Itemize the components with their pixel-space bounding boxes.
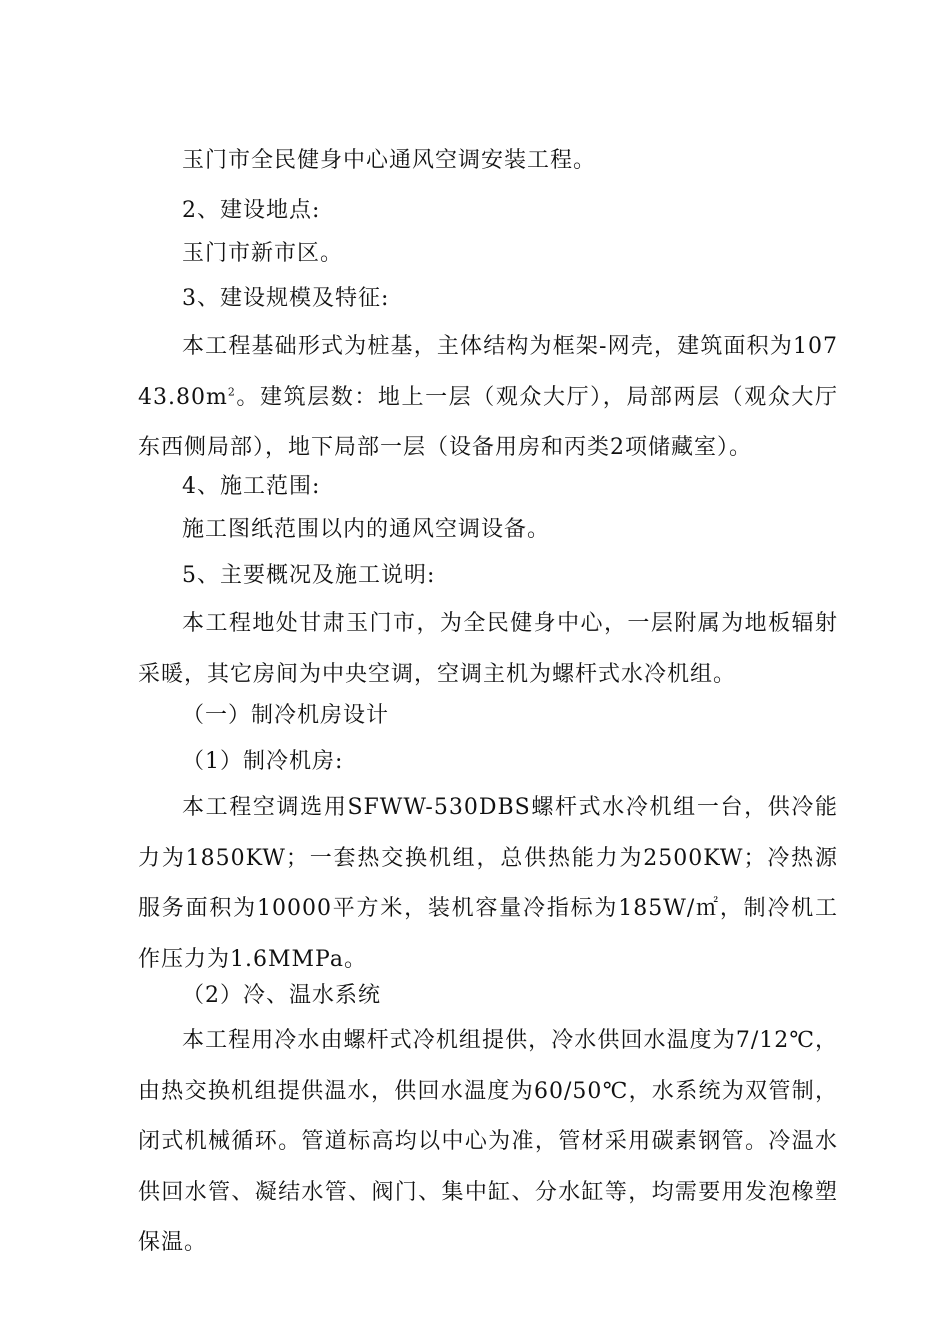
area-unit-superscript: 2 xyxy=(227,385,236,399)
refrigeration-room-text: 本工程空调选用SFWW-530DBS螺杆式水冷机组一台，供冷能力为1850KW；一套热交换机组，总供热能力为2500KW；冷热源服务面积为10000平方米，装机容量冷指标为185W/㎡，制冷机工作压力为1.6MMPa。 xyxy=(138,795,838,972)
scale-text-part-b: 。建筑层数：地上一层（观众大厅），局部两层（观众大厅东西侧局部），地下局部一层（设备用房和丙类2项储藏室）。 xyxy=(138,384,838,460)
construction-scope-text: 施工图纸范围以内的通风空调设备。 xyxy=(182,517,551,542)
scale-features-text xyxy=(138,322,838,474)
water-system-text: 本工程用冷水由螺杆式冷机组提供，冷水供回水温度为7/12℃，由热交换机组提供温水，供回水温度为60/50℃，水系统为双管制，闭式机械循环。管道标高均以中心为准，管材采用碳素钢管。冷温水供回水管、凝结水管、阀门、集中缸、分水缸等，均需要用发泡橡塑保温。 xyxy=(138,1028,838,1255)
heading-refrigeration-room: （1）制冷机房: xyxy=(182,749,344,774)
construction-site-text: 玉门市新市区。 xyxy=(182,241,344,266)
overview-text: 本工程地处甘肃玉门市，为全民健身中心，一层附属为地板辐射采暖，其它房间为中央空调，空调主机为螺杆式水冷机组。 xyxy=(138,611,838,687)
scale-text-part-a: 本工程基础形式为桩基，主体结构为框架-网壳，建筑面积为10743.80m xyxy=(138,334,838,410)
heading-refrigeration-room-design: （一）制冷机房设计 xyxy=(182,703,390,728)
heading-scale-features: 3、建设规模及特征: xyxy=(182,286,390,311)
heading-construction-site: 2、建设地点: xyxy=(182,198,321,223)
project-name-line: 玉门市全民健身中心通风空调安装工程。 xyxy=(182,148,597,173)
heading-overview: 5、主要概况及施工说明: xyxy=(182,563,436,588)
heading-construction-scope: 4、施工范围: xyxy=(182,474,321,499)
heading-water-system: （2）冷、温水系统 xyxy=(182,983,381,1008)
